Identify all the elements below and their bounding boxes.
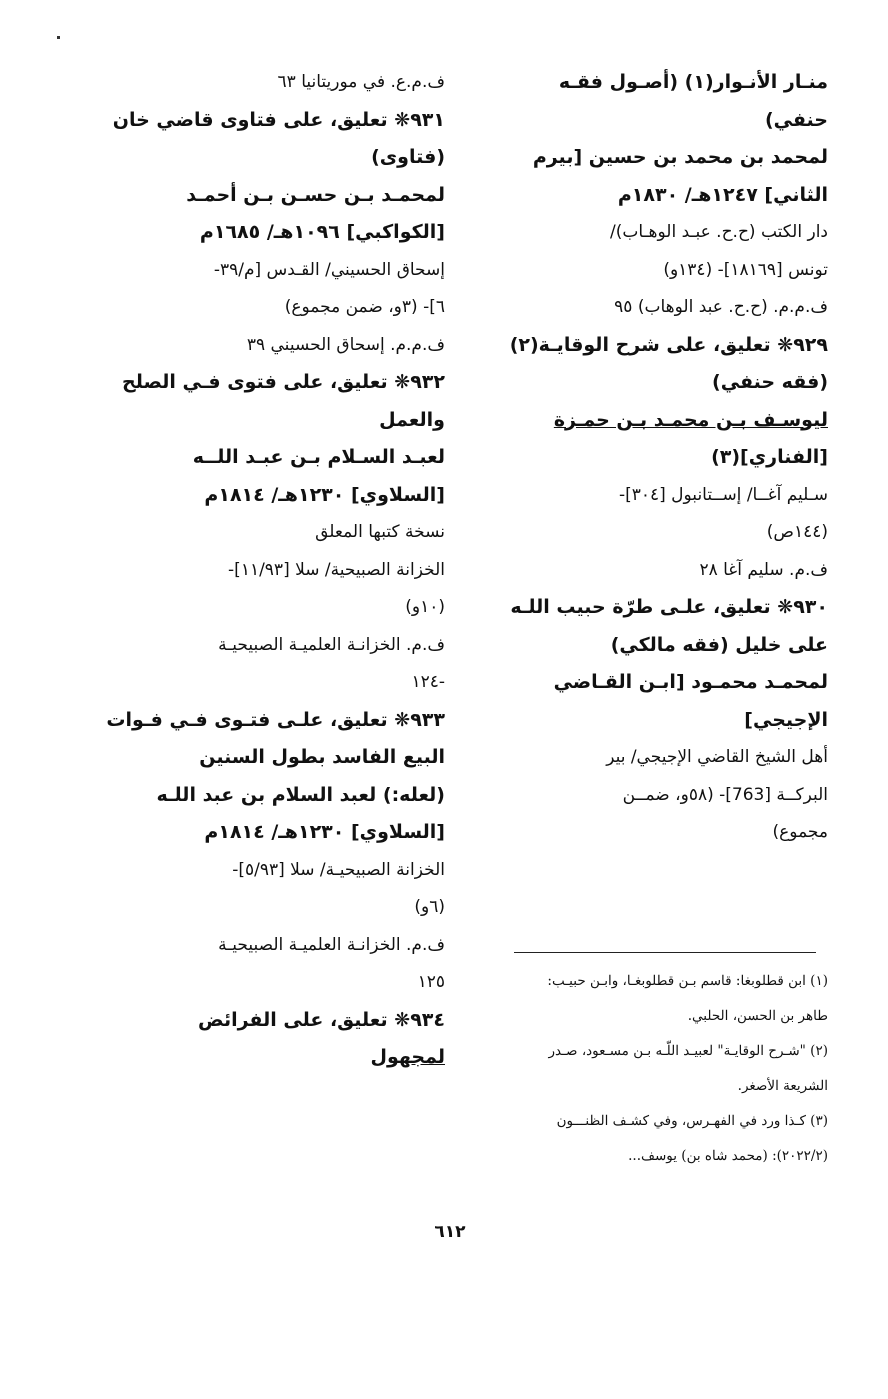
right-column-line: مجموع) — [772, 822, 828, 842]
footnote-line: الشريعة الأصغر. — [737, 1078, 828, 1094]
left-column-line: [الكواكبي] ١٠٩٦هـ/ ١٦٨٥م — [199, 221, 445, 243]
right-column-line: الإجيجي] — [744, 708, 828, 731]
left-column-line: (٦و) — [414, 897, 445, 917]
right-column-line: الثاني] ١٢٤٧هـ/ ١٨٣٠م — [617, 183, 828, 206]
left-column-line: ٩٣٤❋ تعليق، على الفرائض — [198, 1008, 445, 1031]
right-column-line: لمحمد بن محمد بن حسين [بيرم — [532, 146, 828, 168]
right-column-line: ليوسـف بـن محمـد بـن حمـزة — [553, 408, 828, 431]
left-column-line: إسحاق الحسيني/ القـدس [م/٣٩- — [213, 259, 445, 280]
left-column-line: (١٠و) — [405, 597, 445, 617]
footnote-separator — [514, 952, 816, 953]
right-column-line: (فقه حنفي) — [712, 371, 828, 393]
left-column-line: ٦]- (٣و، ضمن مجموع) — [284, 297, 445, 317]
left-column-line: لمجهول — [370, 1046, 445, 1068]
footnote-line: طاهر بن الحسن، الحلبي. — [687, 1008, 828, 1024]
footnote-line: (١) ابن قطلوبغا: قاسم بـن قطلوبغـا، وابـن حبيـب: — [547, 973, 828, 989]
right-column-line: لمحمـد محمـود [ابـن القـاضي — [553, 671, 828, 693]
right-column-line: ٩٣٠❋ تعليق، علـى طرّة حبيب اللـه — [510, 596, 828, 618]
footnote-line: (٣) كـذا ورد في الفهـرس، وفي كشـف الظنـــون — [556, 1113, 828, 1129]
right-column-line: [الفناري](٣) — [711, 446, 828, 468]
left-column-line: ف.م. الخزانـة العلميـة الصبيحيـة — [218, 934, 445, 955]
left-column-line: ٩٣٢❋ تعليق، على فتوى فـي الصلح — [122, 371, 445, 393]
right-column-line: تونس [١٨١٦٩]- (١٣٤و) — [663, 259, 828, 280]
footnote-line: (٢) "شـرح الوقايـة" لعبيـد اللّـه بـن مسـعود، صـدر — [548, 1043, 828, 1059]
right-column-line: (١٤٤ص) — [766, 522, 828, 542]
right-column-line: أهل الشيخ القاضي الإجيجي/ بير — [606, 747, 828, 767]
left-column-line: ف.م.م. إسحاق الحسيني ٣٩ — [246, 334, 445, 355]
left-column-line: الخزانة الصبيحيـة/ سلا [٥/٩٣]- — [232, 859, 445, 880]
footnotes — [468, 964, 828, 1174]
left-column-line: لعبـد السـلام بـن عبـد اللــه — [192, 446, 445, 468]
left-column-line: ١٢٥ — [417, 972, 445, 992]
footnote-line: (٢٠٢٢/٢): (محمد شاه بن) يوسف... — [628, 1148, 828, 1164]
right-column-line: ٩٢٩❋ تعليق، على شرح الوقايـة(٢) — [509, 333, 828, 356]
left-column-line: [السلاوي] ١٢٣٠هـ/ ١٨١٤م — [204, 821, 445, 843]
right-column — [468, 64, 828, 852]
left-column-line: -١٢٤ — [411, 672, 445, 692]
left-column-line: (فتاوى) — [371, 146, 445, 168]
left-column-line: والعمل — [379, 408, 445, 431]
left-column-line: ف.م.ع. في موريتانيا ٦٣ — [277, 72, 445, 92]
left-column-line: نسخة كتبها المعلق — [315, 522, 445, 542]
right-column-line: منـار الأنـوار(١) (أصـول فقـه — [558, 71, 828, 93]
left-column-line: البيع الفاسد بطول السنين — [199, 746, 445, 768]
right-column-line: البركــة [763]- (٥٨و، ضمــن — [622, 784, 828, 805]
scan-speck — [57, 36, 60, 39]
left-column-line: ٩٣٣❋ تعليق، علـى فتـوى فـي فـوات — [106, 708, 445, 731]
right-column-line: على خليل (فقه مالكي) — [610, 633, 828, 656]
left-column-line: ٩٣١❋ تعليق، على فتاوى قاضي خان — [112, 108, 445, 131]
left-column-line: لمحمـد بـن حسـن بـن أحمـد — [186, 183, 445, 206]
left-column-line: الخزانة الصبيحية/ سلا [١١/٩٣]- — [228, 559, 445, 580]
left-column-line: (لعله:) لعبد السلام بن عبد اللـه — [156, 783, 445, 806]
left-column-line: [السلاوي] ١٢٣٠هـ/ ١٨١٤م — [204, 483, 445, 506]
right-column-line: ف.م.م. (ح.ح. عبد الوهاب) ٩٥ — [614, 297, 828, 317]
page-number: ٦١٢ — [434, 1222, 466, 1242]
right-column-line: حنفي) — [764, 108, 828, 131]
left-column — [100, 64, 445, 1077]
right-column-line: ف.م. سليم آغا ٢٨ — [699, 559, 828, 580]
right-column-line: سـليم آغــا/ إســتانبول [٣٠٤]- — [618, 484, 828, 505]
left-column-line: ف.م. الخزانـة العلميـة الصبيحيـة — [218, 634, 445, 655]
right-column-line: دار الكتب (ح.ح. عبـد الوهـاب)/ — [610, 222, 828, 242]
